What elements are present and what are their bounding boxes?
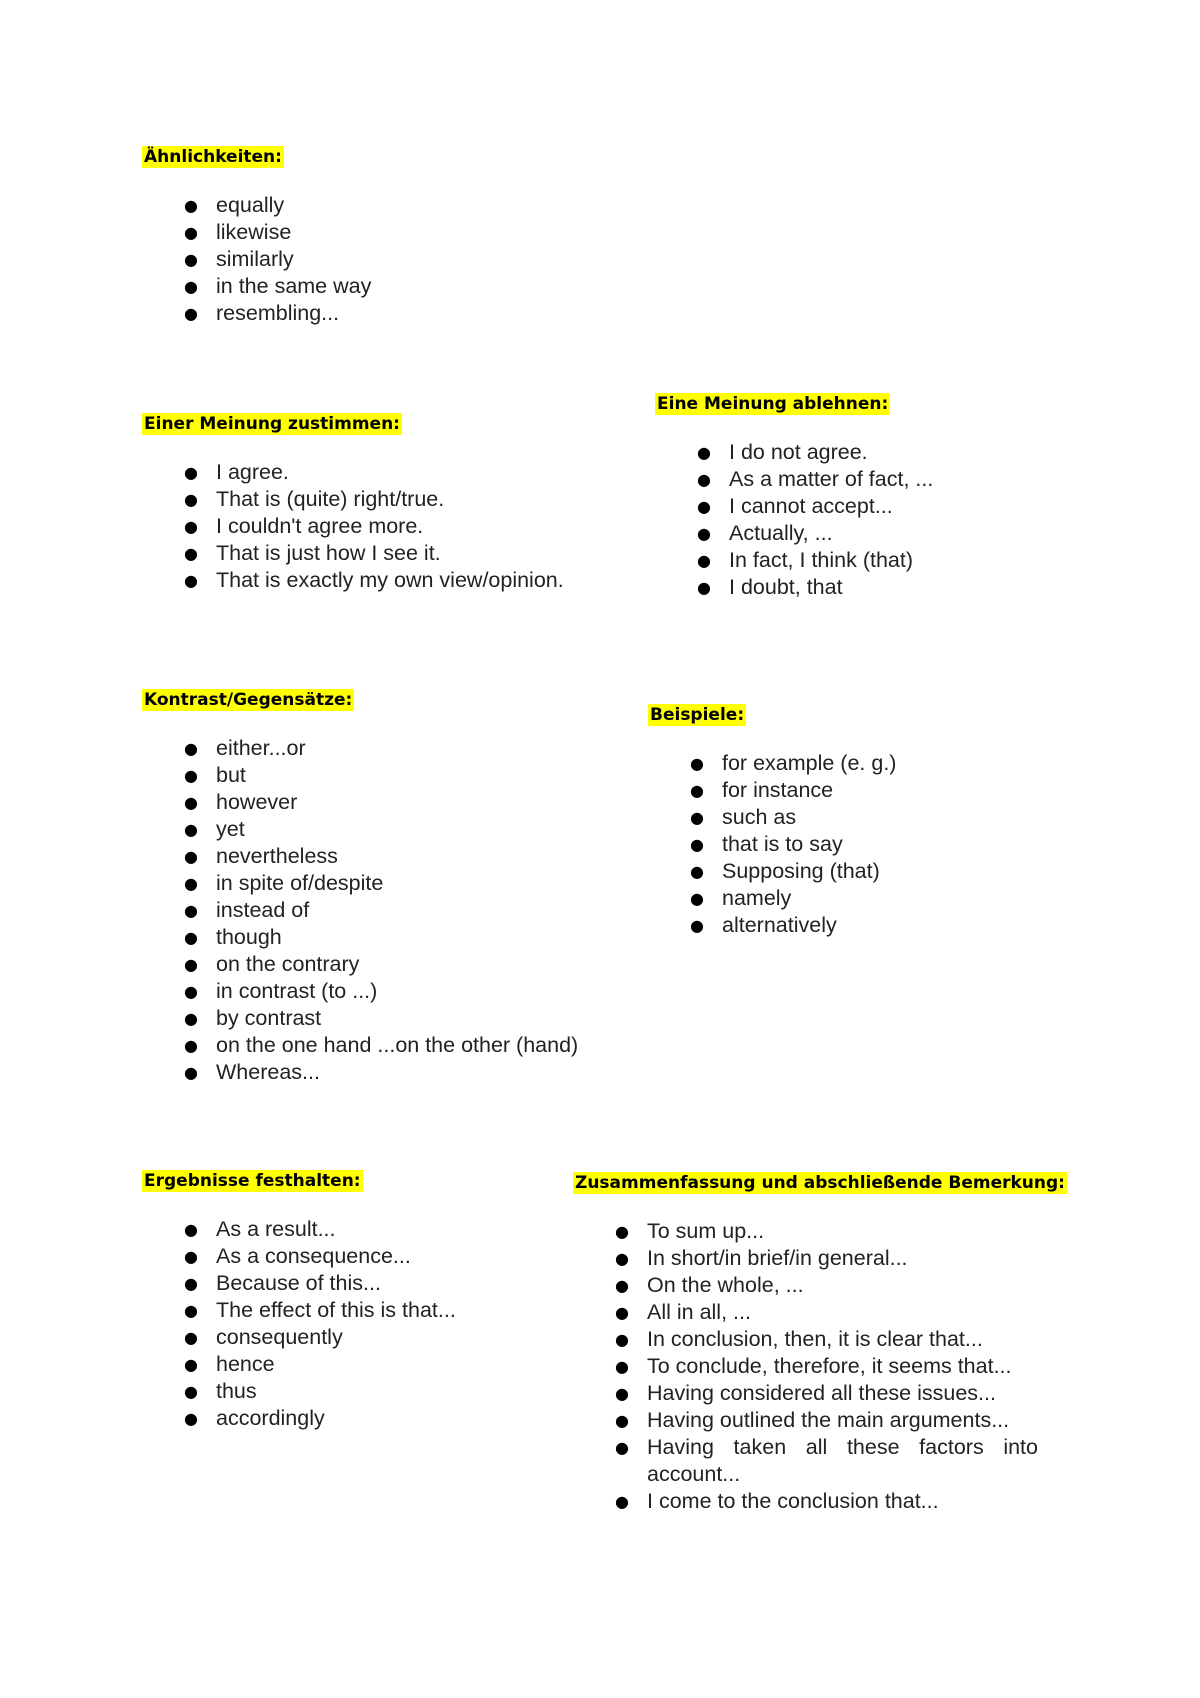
list-item bbox=[142, 273, 562, 300]
bullet-icon: ● bbox=[184, 196, 198, 215]
bullet-icon: ● bbox=[184, 955, 198, 974]
bullet-icon: ● bbox=[697, 497, 711, 516]
bullet-icon: ● bbox=[184, 463, 198, 482]
section-zusammenfassung bbox=[573, 1172, 1065, 1515]
bullet-icon: ● bbox=[184, 1328, 198, 1347]
bullet-icon: ● bbox=[615, 1330, 629, 1349]
list-item bbox=[648, 912, 1068, 939]
list-item-text: in contrast (to ...) bbox=[216, 979, 378, 1003]
list-item bbox=[573, 1218, 1038, 1245]
list-item-text: As a result... bbox=[216, 1217, 336, 1241]
list-item bbox=[142, 1297, 562, 1324]
bullet-icon: ● bbox=[697, 578, 711, 597]
bullet-icon: ● bbox=[184, 1063, 198, 1082]
section-heading: Einer Meinung zustimmen: bbox=[144, 414, 400, 434]
list-item bbox=[142, 951, 612, 978]
list-item bbox=[142, 486, 612, 513]
list-item bbox=[655, 520, 1075, 547]
bullet-icon: ● bbox=[184, 766, 198, 785]
list-item bbox=[648, 804, 1068, 831]
list-item bbox=[142, 219, 562, 246]
list-item bbox=[142, 735, 612, 762]
bullet-icon: ● bbox=[184, 1036, 198, 1055]
bullet-icon: ● bbox=[615, 1276, 629, 1295]
section-heading: Ergebnisse festhalten: bbox=[144, 1171, 361, 1191]
list-item bbox=[573, 1407, 1038, 1434]
list-item bbox=[142, 1216, 562, 1243]
bullet-icon: ● bbox=[690, 889, 704, 908]
list-item-text: yet bbox=[216, 817, 245, 841]
list-item bbox=[655, 466, 1075, 493]
phrase-list bbox=[142, 1216, 562, 1432]
list-item bbox=[142, 1270, 562, 1297]
list-item-text: in the same way bbox=[216, 274, 372, 298]
phrase-list bbox=[573, 1218, 1038, 1515]
list-item-text: though bbox=[216, 925, 282, 949]
list-item-text: instead of bbox=[216, 898, 310, 922]
list-item-text: Actually, ... bbox=[729, 521, 833, 545]
list-item-text: however bbox=[216, 790, 298, 814]
list-item bbox=[573, 1326, 1038, 1353]
list-item bbox=[573, 1299, 1038, 1326]
list-item-text: As a consequence... bbox=[216, 1244, 411, 1268]
bullet-icon: ● bbox=[184, 1009, 198, 1028]
list-item-text: on the one hand ...on the other (hand) bbox=[216, 1033, 579, 1057]
section-heading: Zusammenfassung und abschließende Bemerkung: bbox=[575, 1173, 1065, 1193]
section-zustimmen bbox=[142, 413, 612, 594]
bullet-icon: ● bbox=[615, 1384, 629, 1403]
bullet-icon: ● bbox=[697, 470, 711, 489]
list-item-text: Having taken all these factors into account... bbox=[647, 1435, 1038, 1486]
list-item bbox=[573, 1434, 1038, 1488]
list-item bbox=[142, 192, 562, 219]
list-item bbox=[142, 1005, 612, 1032]
list-item bbox=[573, 1488, 1038, 1515]
list-item bbox=[655, 493, 1075, 520]
section-ablehnen bbox=[655, 393, 1075, 601]
bullet-icon: ● bbox=[184, 250, 198, 269]
list-item-text: for example (e. g.) bbox=[722, 751, 897, 775]
list-item-text: hence bbox=[216, 1352, 275, 1376]
bullet-icon: ● bbox=[184, 820, 198, 839]
bullet-icon: ● bbox=[184, 277, 198, 296]
bullet-icon: ● bbox=[615, 1438, 629, 1457]
phrase-list bbox=[142, 192, 562, 327]
bullet-icon: ● bbox=[184, 517, 198, 536]
bullet-icon: ● bbox=[690, 916, 704, 935]
list-item bbox=[573, 1272, 1038, 1299]
list-item bbox=[648, 885, 1068, 912]
section-heading: Kontrast/Gegensätze: bbox=[144, 690, 353, 710]
list-item bbox=[142, 567, 612, 594]
list-item-text: consequently bbox=[216, 1325, 343, 1349]
phrase-list bbox=[142, 459, 612, 594]
list-item-text: by contrast bbox=[216, 1006, 322, 1030]
list-item bbox=[142, 1405, 562, 1432]
list-item-text: in spite of/despite bbox=[216, 871, 384, 895]
list-item bbox=[573, 1353, 1038, 1380]
list-item-text: similarly bbox=[216, 247, 294, 271]
bullet-icon: ● bbox=[184, 1274, 198, 1293]
list-item-text: To conclude, therefore, it seems that... bbox=[647, 1354, 1012, 1378]
section-kontrast bbox=[142, 689, 612, 1086]
list-item-text: Having outlined the main arguments... bbox=[647, 1408, 1010, 1432]
bullet-icon: ● bbox=[184, 874, 198, 893]
list-item-text: In conclusion, then, it is clear that... bbox=[647, 1327, 983, 1351]
bullet-icon: ● bbox=[690, 835, 704, 854]
list-item-text: I do not agree. bbox=[729, 440, 868, 464]
list-item bbox=[573, 1380, 1038, 1407]
bullet-icon: ● bbox=[184, 544, 198, 563]
list-item bbox=[142, 897, 612, 924]
list-item-text: In short/in brief/in general... bbox=[647, 1246, 908, 1270]
bullet-icon: ● bbox=[184, 739, 198, 758]
phrase-list bbox=[142, 735, 612, 1086]
bullet-icon: ● bbox=[615, 1222, 629, 1241]
list-item-text: That is (quite) right/true. bbox=[216, 487, 445, 511]
list-item bbox=[142, 459, 612, 486]
list-item-text: nevertheless bbox=[216, 844, 338, 868]
bullet-icon: ● bbox=[690, 862, 704, 881]
list-item bbox=[142, 789, 612, 816]
list-item-text: likewise bbox=[216, 220, 292, 244]
bullet-icon: ● bbox=[697, 443, 711, 462]
list-item-text: Supposing (that) bbox=[722, 859, 880, 883]
list-item bbox=[142, 843, 612, 870]
list-item-text: That is exactly my own view/opinion. bbox=[216, 568, 564, 592]
list-item-text: but bbox=[216, 763, 246, 787]
list-item bbox=[142, 246, 562, 273]
list-item-text: that is to say bbox=[722, 832, 843, 856]
list-item-text: As a matter of fact, ... bbox=[729, 467, 934, 491]
phrase-list bbox=[655, 439, 1075, 601]
list-item-text: I agree. bbox=[216, 460, 289, 484]
list-item bbox=[142, 540, 612, 567]
list-item bbox=[655, 547, 1075, 574]
list-item bbox=[648, 831, 1068, 858]
bullet-icon: ● bbox=[690, 781, 704, 800]
bullet-icon: ● bbox=[615, 1411, 629, 1430]
list-item bbox=[142, 1324, 562, 1351]
list-item-text: On the whole, ... bbox=[647, 1273, 804, 1297]
list-item-text: I couldn't agree more. bbox=[216, 514, 424, 538]
list-item-text: resembling... bbox=[216, 301, 340, 325]
bullet-icon: ● bbox=[615, 1303, 629, 1322]
bullet-icon: ● bbox=[184, 901, 198, 920]
list-item bbox=[655, 574, 1075, 601]
list-item bbox=[655, 439, 1075, 466]
list-item bbox=[648, 750, 1068, 777]
list-item bbox=[142, 513, 612, 540]
list-item-text: either...or bbox=[216, 736, 306, 760]
section-ergebnisse bbox=[142, 1170, 562, 1432]
bullet-icon: ● bbox=[697, 524, 711, 543]
bullet-icon: ● bbox=[184, 1247, 198, 1266]
bullet-icon: ● bbox=[615, 1357, 629, 1376]
list-item-text: That is just how I see it. bbox=[216, 541, 441, 565]
list-item bbox=[142, 1059, 612, 1086]
section-heading: Eine Meinung ablehnen: bbox=[657, 394, 889, 414]
list-item bbox=[142, 978, 612, 1005]
list-item-text: such as bbox=[722, 805, 797, 829]
section-aehnlichkeiten bbox=[142, 146, 562, 327]
bullet-icon: ● bbox=[184, 847, 198, 866]
list-item-text: I cannot accept... bbox=[729, 494, 893, 518]
list-item bbox=[648, 777, 1068, 804]
section-heading: Beispiele: bbox=[650, 705, 745, 725]
list-item-text: I doubt, that bbox=[729, 575, 843, 599]
bullet-icon: ● bbox=[690, 808, 704, 827]
list-item bbox=[142, 1351, 562, 1378]
bullet-icon: ● bbox=[690, 754, 704, 773]
list-item-text: for instance bbox=[722, 778, 834, 802]
list-item bbox=[142, 1378, 562, 1405]
list-item-text: Having considered all these issues... bbox=[647, 1381, 996, 1405]
bullet-icon: ● bbox=[184, 1355, 198, 1374]
list-item bbox=[142, 762, 612, 789]
list-item-text: accordingly bbox=[216, 1406, 325, 1430]
list-item bbox=[573, 1245, 1038, 1272]
bullet-icon: ● bbox=[184, 982, 198, 1001]
bullet-icon: ● bbox=[184, 223, 198, 242]
bullet-icon: ● bbox=[697, 551, 711, 570]
bullet-icon: ● bbox=[184, 571, 198, 590]
phrase-list bbox=[648, 750, 1068, 939]
list-item bbox=[142, 870, 612, 897]
bullet-icon: ● bbox=[184, 793, 198, 812]
bullet-icon: ● bbox=[615, 1492, 629, 1511]
bullet-icon: ● bbox=[615, 1249, 629, 1268]
list-item bbox=[142, 924, 612, 951]
bullet-icon: ● bbox=[184, 1301, 198, 1320]
list-item-text: To sum up... bbox=[647, 1219, 765, 1243]
list-item-text: Whereas... bbox=[216, 1060, 320, 1084]
list-item-text: thus bbox=[216, 1379, 257, 1403]
list-item bbox=[648, 858, 1068, 885]
bullet-icon: ● bbox=[184, 1382, 198, 1401]
list-item bbox=[142, 816, 612, 843]
list-item-text: namely bbox=[722, 886, 792, 910]
list-item-text: The effect of this is that... bbox=[216, 1298, 456, 1322]
list-item-text: equally bbox=[216, 193, 285, 217]
list-item-text: All in all, ... bbox=[647, 1300, 751, 1324]
list-item bbox=[142, 1243, 562, 1270]
list-item-text: Because of this... bbox=[216, 1271, 381, 1295]
bullet-icon: ● bbox=[184, 1220, 198, 1239]
list-item-text: alternatively bbox=[722, 913, 837, 937]
list-item-text: In fact, I think (that) bbox=[729, 548, 914, 572]
list-item bbox=[142, 300, 562, 327]
list-item-text: on the contrary bbox=[216, 952, 360, 976]
bullet-icon: ● bbox=[184, 490, 198, 509]
list-item-text: I come to the conclusion that... bbox=[647, 1489, 939, 1513]
section-heading: Ähnlichkeiten: bbox=[144, 147, 282, 167]
bullet-icon: ● bbox=[184, 928, 198, 947]
bullet-icon: ● bbox=[184, 1409, 198, 1428]
list-item bbox=[142, 1032, 612, 1059]
section-beispiele bbox=[648, 704, 1068, 939]
bullet-icon: ● bbox=[184, 304, 198, 323]
